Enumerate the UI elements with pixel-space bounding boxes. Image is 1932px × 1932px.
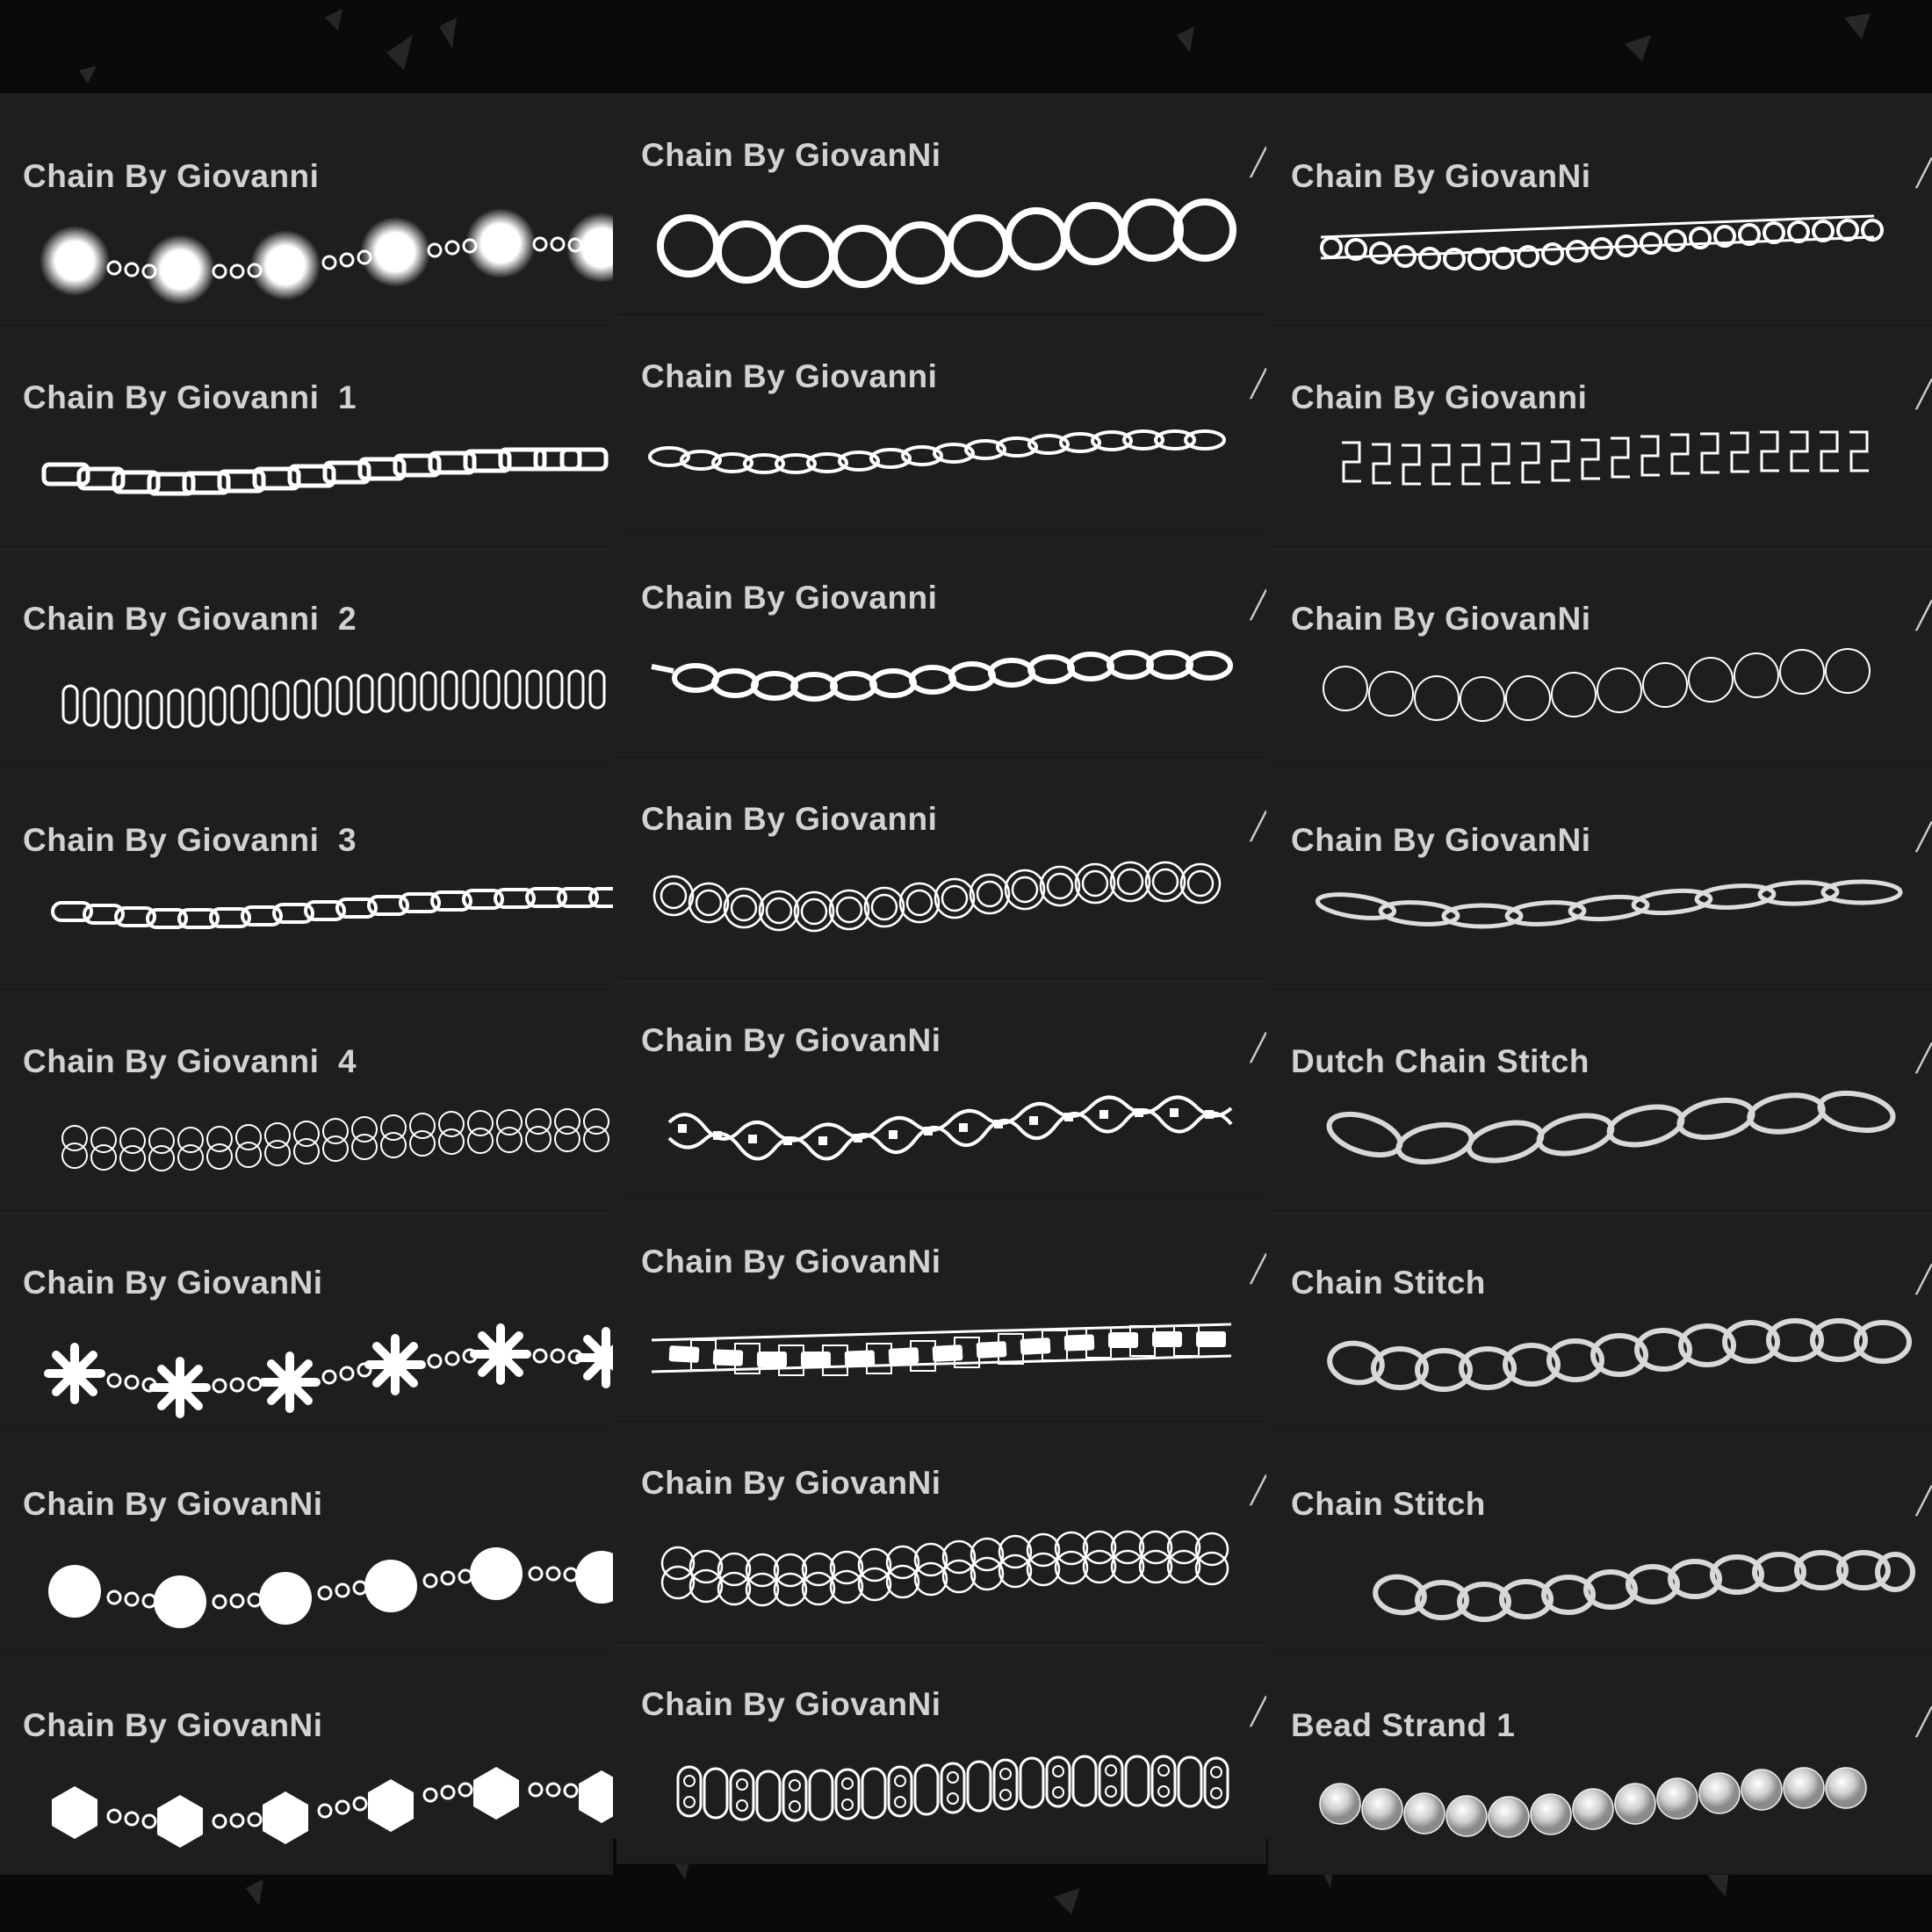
brush-tile[interactable] <box>1268 337 1932 547</box>
brush-stroke-preview <box>0 611 613 761</box>
brush-stroke-preview <box>0 833 613 982</box>
brush-tile[interactable] <box>616 105 1266 315</box>
brush-name: Chain Stitch <box>1291 1265 1486 1301</box>
brush-stroke-preview <box>616 158 1266 307</box>
brush-tile[interactable] <box>616 991 1266 1200</box>
brush-tile[interactable] <box>616 1654 1266 1864</box>
brush-stroke-preview <box>616 1486 1266 1635</box>
brush-stroke-preview <box>1268 611 1932 761</box>
brush-tile[interactable] <box>1268 1222 1932 1432</box>
brush-options-icon[interactable]: ╱ <box>1250 1034 1266 1063</box>
brush-name: Chain By GiovanNi <box>23 1265 323 1301</box>
brush-name: Chain By Giovanni <box>641 358 938 394</box>
brush-name: Chain By GiovanNi <box>23 1707 323 1743</box>
brush-options-icon[interactable]: ╱ <box>1915 823 1932 852</box>
brush-name: Chain By GiovanNi <box>641 137 941 173</box>
brush-stroke-preview <box>1268 1054 1932 1203</box>
brush-name: Chain By GiovanNi <box>641 1244 941 1280</box>
brush-options-icon[interactable]: ╱ <box>1250 148 1266 177</box>
brush-stroke-preview <box>616 822 1266 971</box>
brush-name: Bead Strand 1 <box>1291 1707 1516 1743</box>
brush-stroke-preview <box>616 601 1266 750</box>
brush-tile[interactable] <box>0 1222 613 1432</box>
brush-options-icon[interactable]: ╱ <box>1915 159 1932 188</box>
brush-name: Chain By GiovanNi <box>1291 822 1591 858</box>
brush-stroke-preview <box>616 379 1266 529</box>
brush-tile[interactable] <box>616 1212 1266 1422</box>
brush-stroke-preview <box>0 1275 613 1424</box>
brush-stroke-preview <box>616 1265 1266 1414</box>
brush-stroke-preview <box>1268 1496 1932 1646</box>
brush-options-icon[interactable]: ╱ <box>1915 1265 1932 1294</box>
brush-name: Chain By GiovanNi <box>641 1022 941 1058</box>
brush-options-icon[interactable]: ╱ <box>1250 370 1266 399</box>
brush-stroke-preview <box>1268 390 1932 539</box>
brush-tile[interactable] <box>1268 1665 1932 1875</box>
brush-tile[interactable] <box>0 337 613 547</box>
brush-stroke-preview <box>0 1718 613 1867</box>
brush-tile[interactable] <box>616 1433 1266 1643</box>
brush-name: Chain Stitch <box>1291 1486 1486 1522</box>
brush-name: Dutch Chain Stitch <box>1291 1043 1590 1079</box>
brush-options-icon[interactable]: ╱ <box>1915 1708 1932 1737</box>
brush-tile[interactable] <box>1268 780 1932 990</box>
brush-name: Chain By Giovanni <box>23 158 320 194</box>
brush-name: Chain By GiovanNi <box>23 1486 323 1522</box>
brush-options-icon[interactable]: ╱ <box>1915 1044 1932 1073</box>
brush-tile[interactable] <box>0 1665 613 1875</box>
brush-stroke-preview <box>0 1054 613 1203</box>
brush-stroke-preview <box>1268 1275 1932 1424</box>
brush-name: Chain By Giovanni <box>641 801 938 837</box>
brush-stroke-preview <box>1268 1718 1932 1867</box>
brush-name: Chain By GiovanNi <box>641 1686 941 1722</box>
brush-name: Chain By Giovanni 4 <box>23 1043 357 1079</box>
brush-stroke-preview <box>0 169 613 318</box>
brush-tile[interactable] <box>616 769 1266 979</box>
brush-options-icon[interactable]: ╱ <box>1250 1255 1266 1284</box>
brush-tile[interactable] <box>1268 559 1932 768</box>
brush-tile[interactable] <box>1268 1444 1932 1654</box>
brush-stroke-preview <box>1268 833 1932 982</box>
brush-tile[interactable] <box>1268 116 1932 326</box>
brush-tile[interactable] <box>616 327 1266 537</box>
brush-tile[interactable] <box>0 780 613 990</box>
brush-tile[interactable] <box>0 559 613 768</box>
brush-tile[interactable] <box>0 1001 613 1211</box>
brush-options-icon[interactable]: ╱ <box>1915 602 1932 631</box>
brush-name: Chain By Giovanni <box>641 580 938 616</box>
brush-stroke-preview <box>0 390 613 539</box>
brush-name: Chain By Giovanni 2 <box>23 601 357 637</box>
brush-name: Chain By Giovanni <box>1291 379 1588 415</box>
brush-stroke-preview <box>616 1707 1266 1856</box>
brush-stroke-preview <box>1268 169 1932 318</box>
brush-name: Chain By GiovanNi <box>641 1465 941 1501</box>
brush-tile[interactable] <box>1268 1001 1932 1211</box>
brush-options-icon[interactable]: ╱ <box>1915 1487 1932 1516</box>
brush-name: Chain By Giovanni 1 <box>23 379 357 415</box>
brush-tile[interactable] <box>0 116 613 326</box>
brush-options-icon[interactable]: ╱ <box>1250 1476 1266 1505</box>
brush-tile[interactable] <box>616 548 1266 758</box>
brush-options-icon[interactable]: ╱ <box>1250 1698 1266 1727</box>
brush-name: Chain By GiovanNi <box>1291 601 1591 637</box>
brush-options-icon[interactable]: ╱ <box>1250 812 1266 841</box>
brush-stroke-preview <box>0 1496 613 1646</box>
brush-tile[interactable] <box>0 1444 613 1654</box>
brush-options-icon[interactable]: ╱ <box>1915 380 1932 409</box>
brush-stroke-preview <box>616 1043 1266 1193</box>
brush-name: Chain By GiovanNi <box>1291 158 1591 194</box>
brush-name: Chain By Giovanni 3 <box>23 822 357 858</box>
brush-options-icon[interactable]: ╱ <box>1250 591 1266 620</box>
